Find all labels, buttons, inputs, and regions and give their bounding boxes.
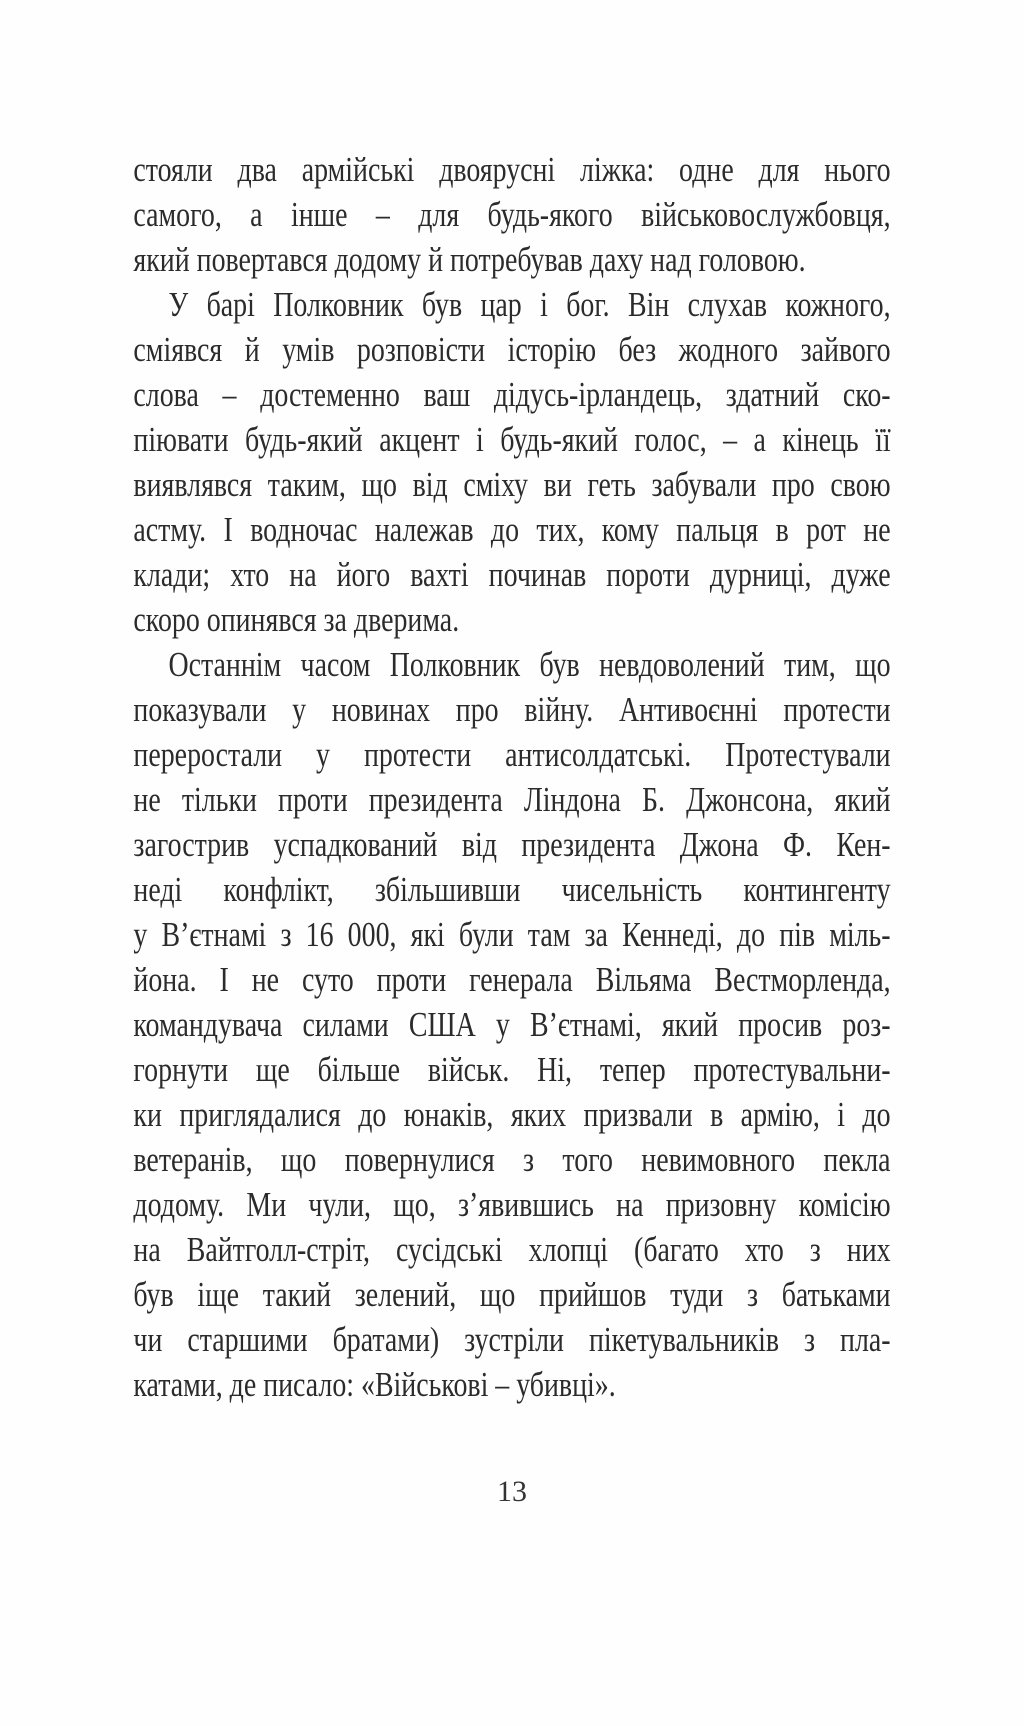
page-number: 13 <box>497 1475 527 1508</box>
text-line: горнути ще більше військ. Ні, тепер протестувальни- <box>133 1050 891 1089</box>
text-line: Останнім часом Полковник був невдоволений тим, що <box>168 645 891 684</box>
book-page <box>0 147 1024 1726</box>
text-line: ветеранів, що повернулися з того невимовного пекла <box>133 1140 891 1179</box>
text-line: катами, де писало: «Військові – убивці». <box>133 1365 616 1404</box>
text-line: показували у новинах про війну. Антивоєнні протести <box>133 690 891 729</box>
text-line: слова – достеменно ваш дідусь-ірландець, здатний ско- <box>133 375 891 414</box>
text-line: У барі Полковник був цар і бог. Він слухав кожного, <box>168 285 891 324</box>
text-line: додому. Ми чули, що, з’явившись на призовну комісію <box>133 1185 891 1224</box>
text-line: виявлявся таким, що від сміху ви геть забували про свою <box>133 465 891 504</box>
text-line: у В’єтнамі з 16 000, які були там за Кеннеді, до пів міль- <box>133 915 891 954</box>
text-line: загострив успадкований від президента Джона Ф. Кен- <box>133 825 891 864</box>
paragraph <box>133 642 890 1407</box>
text-line: самого, а інше – для будь-якого військовослужбовця, <box>133 195 891 234</box>
text-line: командувача силами США у В’єтнамі, який просив роз- <box>133 1005 891 1044</box>
text-line: піювати будь-який акцент і будь-який голос, – а кінець її <box>133 420 891 459</box>
paragraph <box>133 282 890 642</box>
text-line: не тільки проти президента Ліндона Б. Джонсона, який <box>133 780 891 819</box>
paragraph <box>133 147 890 282</box>
text-line: стояли два армійські двоярусні ліжка: одне для нього <box>133 150 891 189</box>
text-line: чи старшими братами) зустріли пікетувальників з пла- <box>133 1320 891 1359</box>
text-line: астму. І водночас належав до тих, кому пальця в рот не <box>133 510 891 549</box>
text-line: був іще такий зелений, що прийшов туди з батьками <box>133 1275 891 1314</box>
text-line: йона. І не суто проти генерала Вільяма Вестморленда, <box>133 960 891 999</box>
text-line: переростали у протести антисолдатські. Протестували <box>133 735 891 774</box>
text-block <box>133 147 890 1407</box>
text-line: скоро опинявся за дверима. <box>133 600 460 639</box>
text-line: ки приглядалися до юнаків, яких призвали в армію, і до <box>133 1095 891 1134</box>
text-line: на Вайтголл-стріт, сусідські хлопці (багато хто з них <box>133 1230 891 1269</box>
text-line: неді конфлікт, збільшивши чисельність контингенту <box>133 870 891 909</box>
text-line: який повертався додому й потребував даху над головою. <box>133 240 806 279</box>
text-line: клади; хто на його вахті починав пороти дурниці, дуже <box>133 555 891 594</box>
text-line: сміявся й умів розповісти історію без жодного зайвого <box>133 330 891 369</box>
